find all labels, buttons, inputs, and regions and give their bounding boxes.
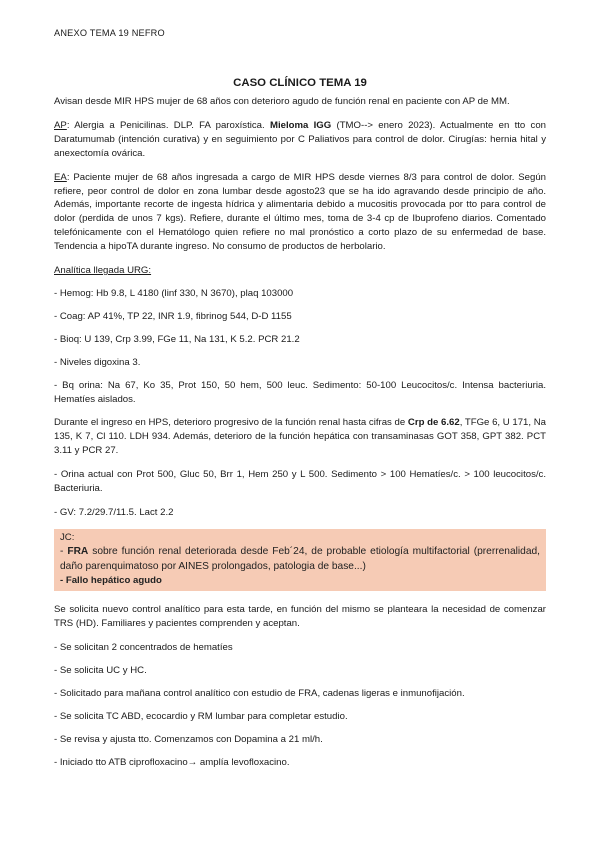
document-body	[54, 95, 546, 778]
ap-text-2: (TMO--> enero 2023). Actualmente en tto con Daratumumab (intención curativa) y en seguimiento por C Paliativos para control de dolor. Cirugías: hernia hital y anexectomía ovárica.	[54, 119, 546, 159]
plan-item-uc-hc: - Se solicita UC y HC.	[54, 664, 147, 676]
plan-item-control-analitico: - Solicitado para mañana control analítico con estudio de FRA, cadenas ligeras e inmunofijación.	[54, 687, 465, 699]
orina-actual-paragraph: - Orina actual con Prot 500, Gluc 50, Brr 1, Hem 250 y L 500. Sedimento > 100 Hematíes/c. > 100 leucocitos/c. Bacteriuria.	[54, 469, 546, 495]
jc-fra-bold: FRA	[67, 545, 89, 557]
jc-highlight-box	[54, 529, 546, 591]
intro-paragraph: Avisan desde MIR HPS mujer de 68 años con deterioro agudo de función renal en paciente con AP de MM.	[54, 96, 510, 107]
evolucion-bold-crp: Crp de 6.62	[407, 417, 460, 429]
plan-intro-paragraph: Se solicita nuevo control analítico para esta tarde, en función del mismo se planteara la necesidad de comenzar TRS (HD). Familiares y pacientes comprenden y aceptan.	[54, 604, 546, 630]
ea-text: : Paciente mujer de 68 años ingresada a cargo de MIR HPS desde viernes 8/3 para control de dolor. Según refiere, peor control de dolor en zona lumbar desde agosto23 que se ha ido agravando desde principio de año. Además, importante recorte de ingesta hídrica y alimentaria debido a mucositis provocada por tto para control de dolor (perdida de unos 7 kgs). Refiere, durante el último mes, toma de 3-4 cp de Ibuprofeno diarios. Comentado telefónicamente con el Hematólogo quien refiere no mal pronóstico a corto plazo de su enfermedad de base. Tendencia a hipoTA durante ingreso. No consumo de productos de herbolario.	[54, 171, 546, 253]
analitica-item-digoxina: - Niveles digoxina 3.	[54, 356, 141, 368]
document-title: CASO CLÍNICO TEMA 19	[233, 77, 367, 89]
jc-fra-line	[60, 545, 540, 575]
plan-item-dopamina: - Se revisa y ajusta tto. Comenzamos con Dopamina a 21 ml/h.	[54, 733, 323, 745]
jc-fallo-bold: - Fallo hepático agudo	[60, 575, 162, 587]
analitica-item-orina: - Bq orina: Na 67, Ko 35, Prot 150, 50 hem, 500 leuc. Sedimento: 50-100 Leucocitos/c. Intensa bacteriuria. Hematíes aislados.	[54, 379, 546, 405]
ea-paragraph	[54, 171, 546, 254]
analitica-title: Analítica llegada URG:	[54, 265, 152, 277]
ap-paragraph	[54, 119, 546, 161]
evolucion-text-1: Durante el ingreso en HPS, deterioro progresivo de la función renal hasta cifras de	[54, 417, 408, 429]
ap-bold-diagnosis: Mieloma IGG	[269, 119, 332, 131]
evolucion-paragraph	[54, 416, 546, 458]
page-header: ANEXO TEMA 19 NEFRO	[54, 28, 165, 38]
jc-label: JC:	[60, 531, 75, 543]
analitica-item-bioq: - Bioq: U 139, Crp 3.99, FGe 11, Na 131, K 5.2. PCR 21.2	[54, 333, 300, 345]
analitica-item-hemog: - Hemog: Hb 9.8, L 4180 (linf 330, N 3670), plaq 103000	[54, 287, 294, 299]
ap-label: AP	[54, 119, 67, 131]
plan-item-tc-abd: - Se solicita TC ABD, ecocardio y RM lumbar para completar estudio.	[54, 710, 348, 722]
plan-item-atb: - Iniciado tto ATB ciprofloxacino→ amplía levofloxacino.	[54, 756, 290, 768]
gv-line: - GV: 7.2/29.7/11.5. Lact 2.2	[54, 506, 174, 518]
plan-item-hematies: - Se solicitan 2 concentrados de hematíes	[54, 642, 233, 654]
ea-label: EA	[54, 171, 67, 183]
evolucion-text-2: , TFGe 6, U 171, Na 135, K 7, Cl 110. LDH 934. Además, deterioro de la función hepática con transaminasas GOT 358, GPT 382. PCT 3.11 y PCR 27.	[54, 417, 547, 457]
ap-text-1: : Alergia a Penicilinas. DLP. FA paroxística.	[66, 119, 270, 131]
analitica-item-coag: - Coag: AP 41%, TP 22, INR 1.9, fibrinog 544, D-D 1155	[54, 310, 292, 322]
jc-fra-prefix: -	[60, 545, 68, 557]
jc-fra-text: sobre función renal deteriorada desde Feb´24, de probable etiología multifactorial (prerrenalidad, daño parenquimatoso por AINES prolongados, patologia de base...)	[60, 545, 540, 572]
jc-fallo-line	[60, 574, 540, 588]
